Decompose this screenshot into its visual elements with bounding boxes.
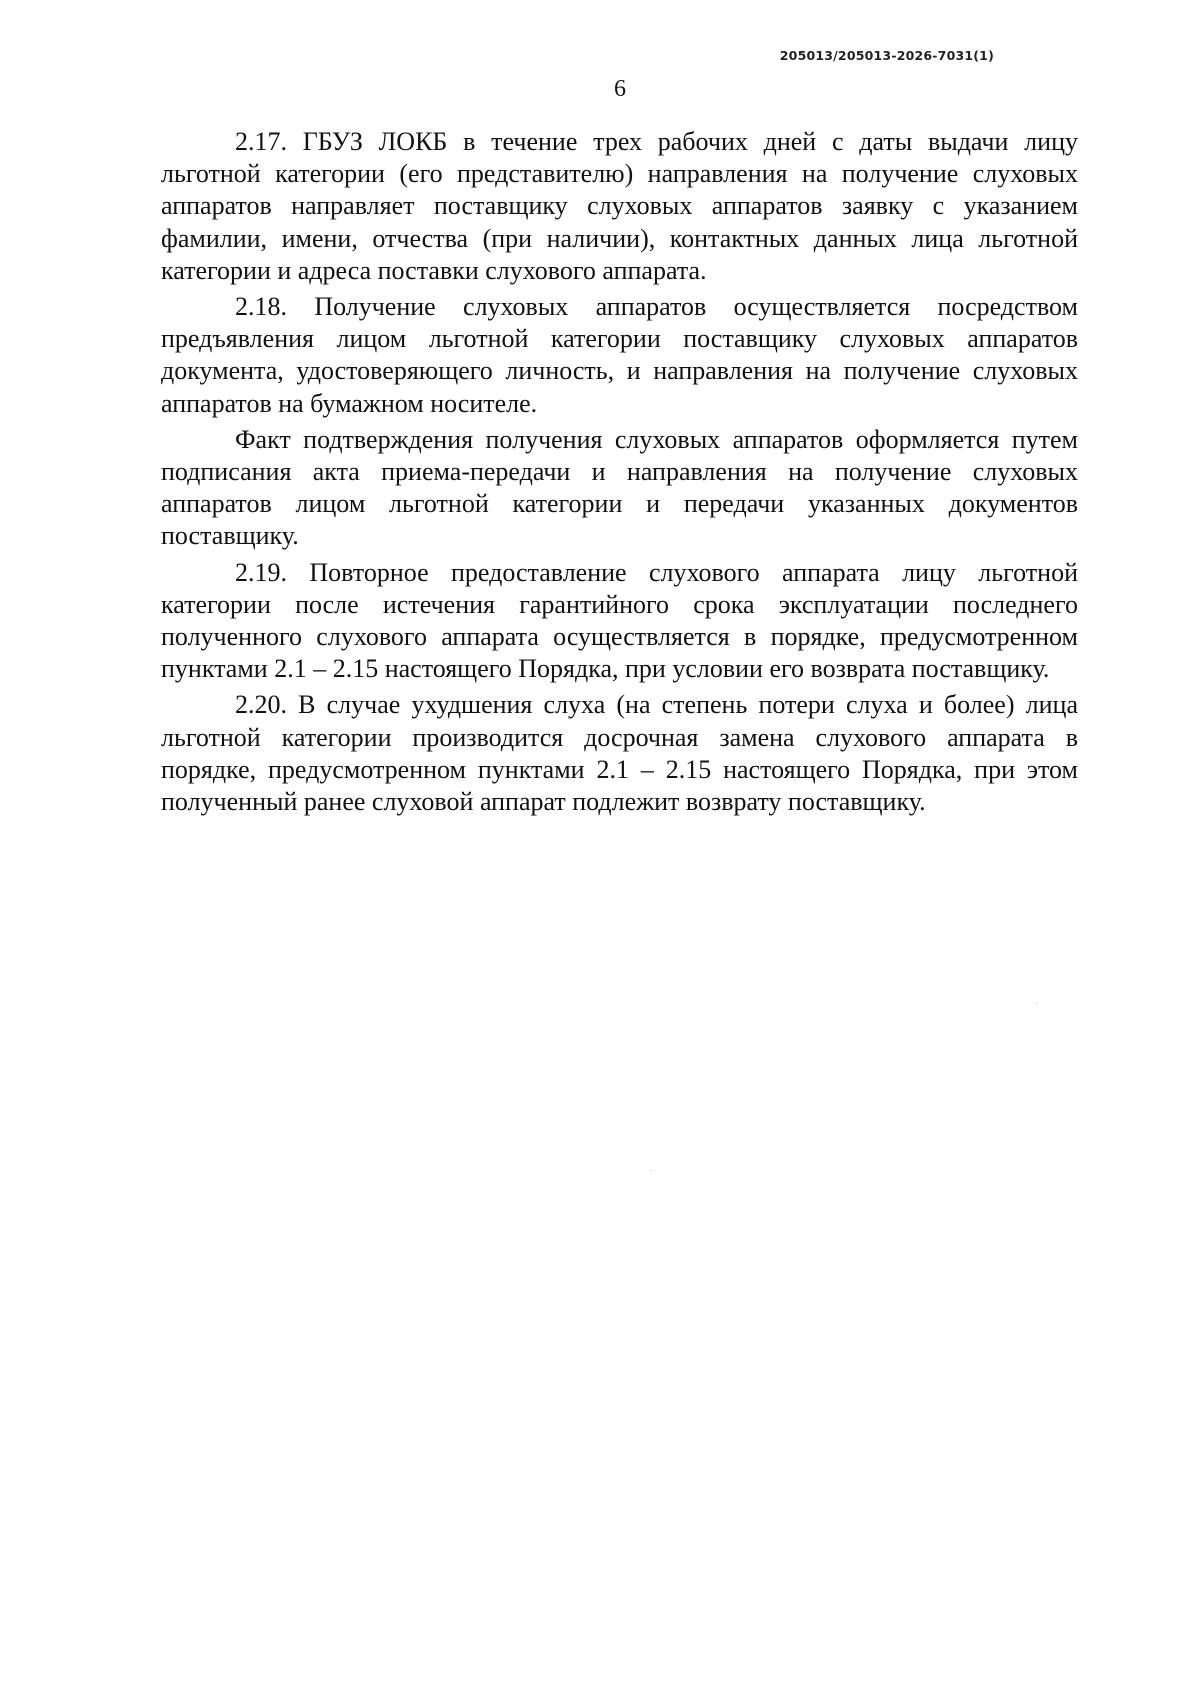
paragraph-2-17: 2.17. ГБУЗ ЛОКБ в течение трех рабочих дней с даты выдачи лицу льготной категории (его представителю) направления на получение слуховых аппаратов направляет поставщику слуховых аппаратов заявку с указанием фамилии, имени, отчества (при наличии), контактных данных лица льготной категории и адреса поставки слухового аппарата. <box>161 127 1078 285</box>
paragraph-2-20: 2.20. В случае ухудшения слуха (на степень потери слуха и более) лица льготной категории производится досрочная замена слухового аппарата в порядке, предусмотренном пунктами 2.1 – 2.15 настоящего Порядка, при этом полученный ранее слуховой аппарат подлежит возврату поставщику. <box>161 690 1078 817</box>
scan-speck <box>650 1170 652 1171</box>
paragraph-2-19: 2.19. Повторное предоставление слухового аппарата лицу льготной категории после истечения гарантийного срока эксплуатации последнего полученного слухового аппарата осуществляется в порядке, предусмотренном пунктами 2.1 – 2.15 настоящего Порядка, при условии его возврата поставщику. <box>161 557 1078 684</box>
document-id: 205013/205013-2026-7031(1) <box>779 48 994 63</box>
paragraph-2-18: 2.18. Получение слуховых аппаратов осуществляется посредством предъявления лицом льготной категории поставщику слуховых аппаратов документа, удостоверяющего личность, и направления на получение слуховых аппаратов на бумажном носителе. <box>161 292 1078 418</box>
scan-speck <box>1036 1003 1038 1004</box>
document-body <box>161 126 1078 818</box>
paragraph-fact-confirmation: Факт подтверждения получения слуховых аппаратов оформляется путем подписания акта приема-передачи и направления на получение слуховых аппаратов лицом льготной категории и передачи указанных документов поставщику. <box>161 424 1078 551</box>
page-number: 6 <box>614 76 626 102</box>
